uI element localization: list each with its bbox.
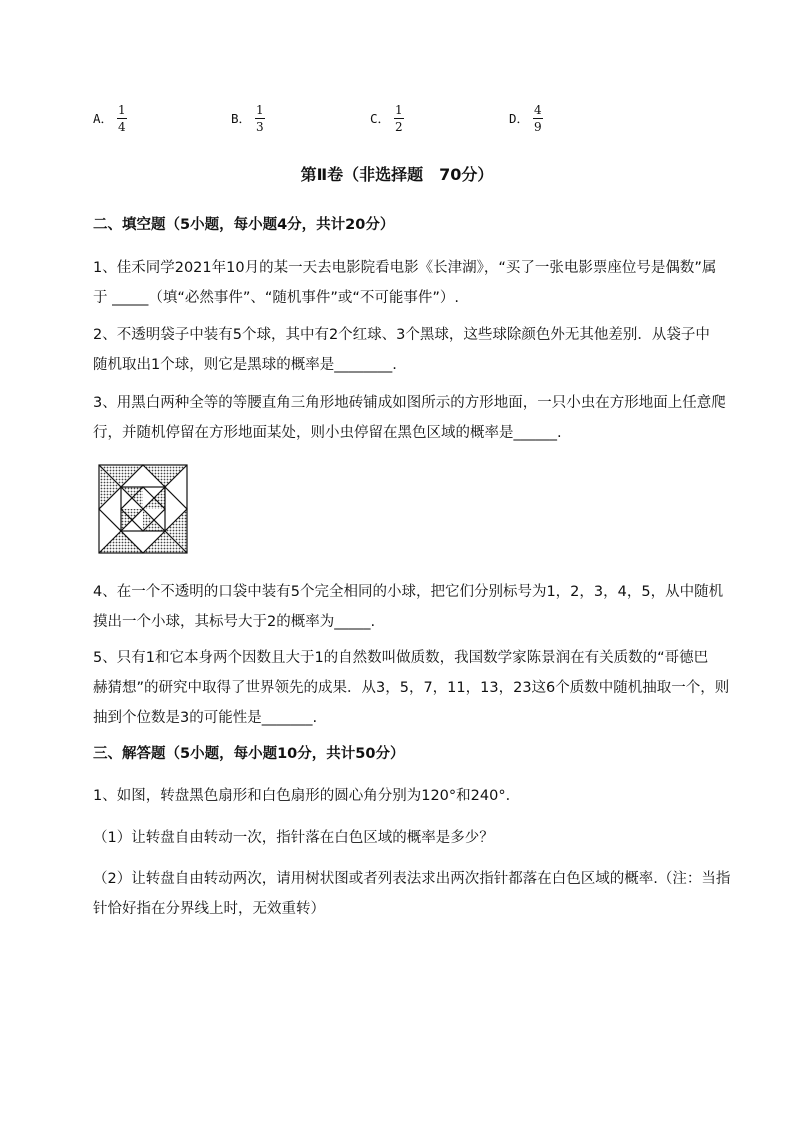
question-line: 于 _____（填“必然事件”、“随机事件”或“不可能事件”）.: [93, 290, 460, 306]
question-2: [93, 320, 713, 380]
option-label: D．: [509, 111, 530, 126]
question-3: [93, 388, 726, 448]
numerator: 1: [118, 102, 126, 117]
numerator: 1: [395, 102, 403, 117]
denominator: 4: [118, 119, 126, 134]
option-label: C．: [370, 111, 391, 126]
solve-question-1-part-1: [93, 823, 713, 853]
option-b: [231, 98, 265, 138]
option-fraction: [255, 104, 265, 133]
question-line: 4、在一个不透明的口袋中装有5个完全相同的小球，把它们分别标号为1，2，3，4，5，从中随机: [93, 584, 724, 600]
solve-question-1: [93, 781, 713, 811]
numerator: 4: [534, 102, 542, 117]
option-fraction: [394, 104, 404, 133]
question-line: 随机取出1个球，则它是黑球的概率是________.: [93, 357, 397, 373]
question-line: 1、佳禾同学2021年10月的某一天去电影院看电影《长津湖》，“买了一张电影票座位号是偶数”属: [93, 260, 717, 276]
option-c: [370, 98, 404, 138]
denominator: 3: [256, 119, 264, 134]
tiled-square-figure: [97, 463, 189, 555]
question-line: 3、用黑白两种全等的等腰直角三角形地砖铺成如图所示的方形地面，一只小虫在方形地面上任意爬: [93, 395, 726, 411]
question-line: 摸出一个小球，其标号大于2的概率为_____.: [93, 614, 376, 630]
denominator: 2: [395, 119, 403, 134]
part-title: 第Ⅱ卷（非选择题 70分）: [300, 165, 494, 184]
answer-options: [0, 98, 794, 138]
tile-outlines: [99, 465, 187, 553]
question-line: 抽到个位数是3的可能性是_______.: [93, 710, 318, 726]
numerator: 1: [256, 102, 264, 117]
question-line: 针恰好指在分界线上时，无效重转）: [93, 901, 325, 917]
question-line: （1）让转盘自由转动一次，指针落在白色区域的概率是多少？: [93, 830, 494, 846]
option-fraction: [117, 104, 127, 133]
question-1: [93, 253, 717, 313]
question-line: 2、不透明袋子中装有5个球，其中有2个红球、3个黑球，这些球除颜色外无其他差别．从袋子中: [93, 327, 710, 343]
question-line: 赫猜想”的研究中取得了世界领先的成果．从3，5，7，11，13，23这6个质数中随机抽取一个，则: [93, 680, 730, 696]
section-heading-fill-blank: 二、填空题（5小题，每小题4分，共计20分）: [93, 217, 395, 233]
option-label: B．: [231, 111, 252, 126]
question-5: [93, 643, 730, 733]
option-a: [93, 98, 127, 138]
option-d: [509, 98, 543, 138]
question-4: [93, 577, 724, 637]
question-line: 5、只有1和它本身两个因数且大于1的自然数叫做质数，我国数学家陈景润在有关质数的“哥德巴: [93, 650, 709, 666]
question-line: 行，并随机停留在方形地面某处，则小虫停留在黑色区域的概率是______.: [93, 425, 562, 441]
option-label: A．: [93, 111, 114, 126]
question-line: （2）让转盘自由转动两次，请用树状图或者列表法求出两次指针都落在白色区域的概率.（注：当指: [93, 871, 731, 887]
dark-tile: [99, 531, 143, 553]
dark-tile: [143, 465, 187, 487]
option-fraction: [533, 104, 543, 133]
section-heading-solve: 三、解答题（5小题，每小题10分，共计50分）: [93, 746, 405, 762]
denominator: 9: [534, 119, 542, 134]
solve-question-1-part-2: [93, 864, 731, 924]
question-stem: 1、如图，转盘黑色扇形和白色扇形的圆心角分别为120°和240°．: [93, 788, 521, 804]
